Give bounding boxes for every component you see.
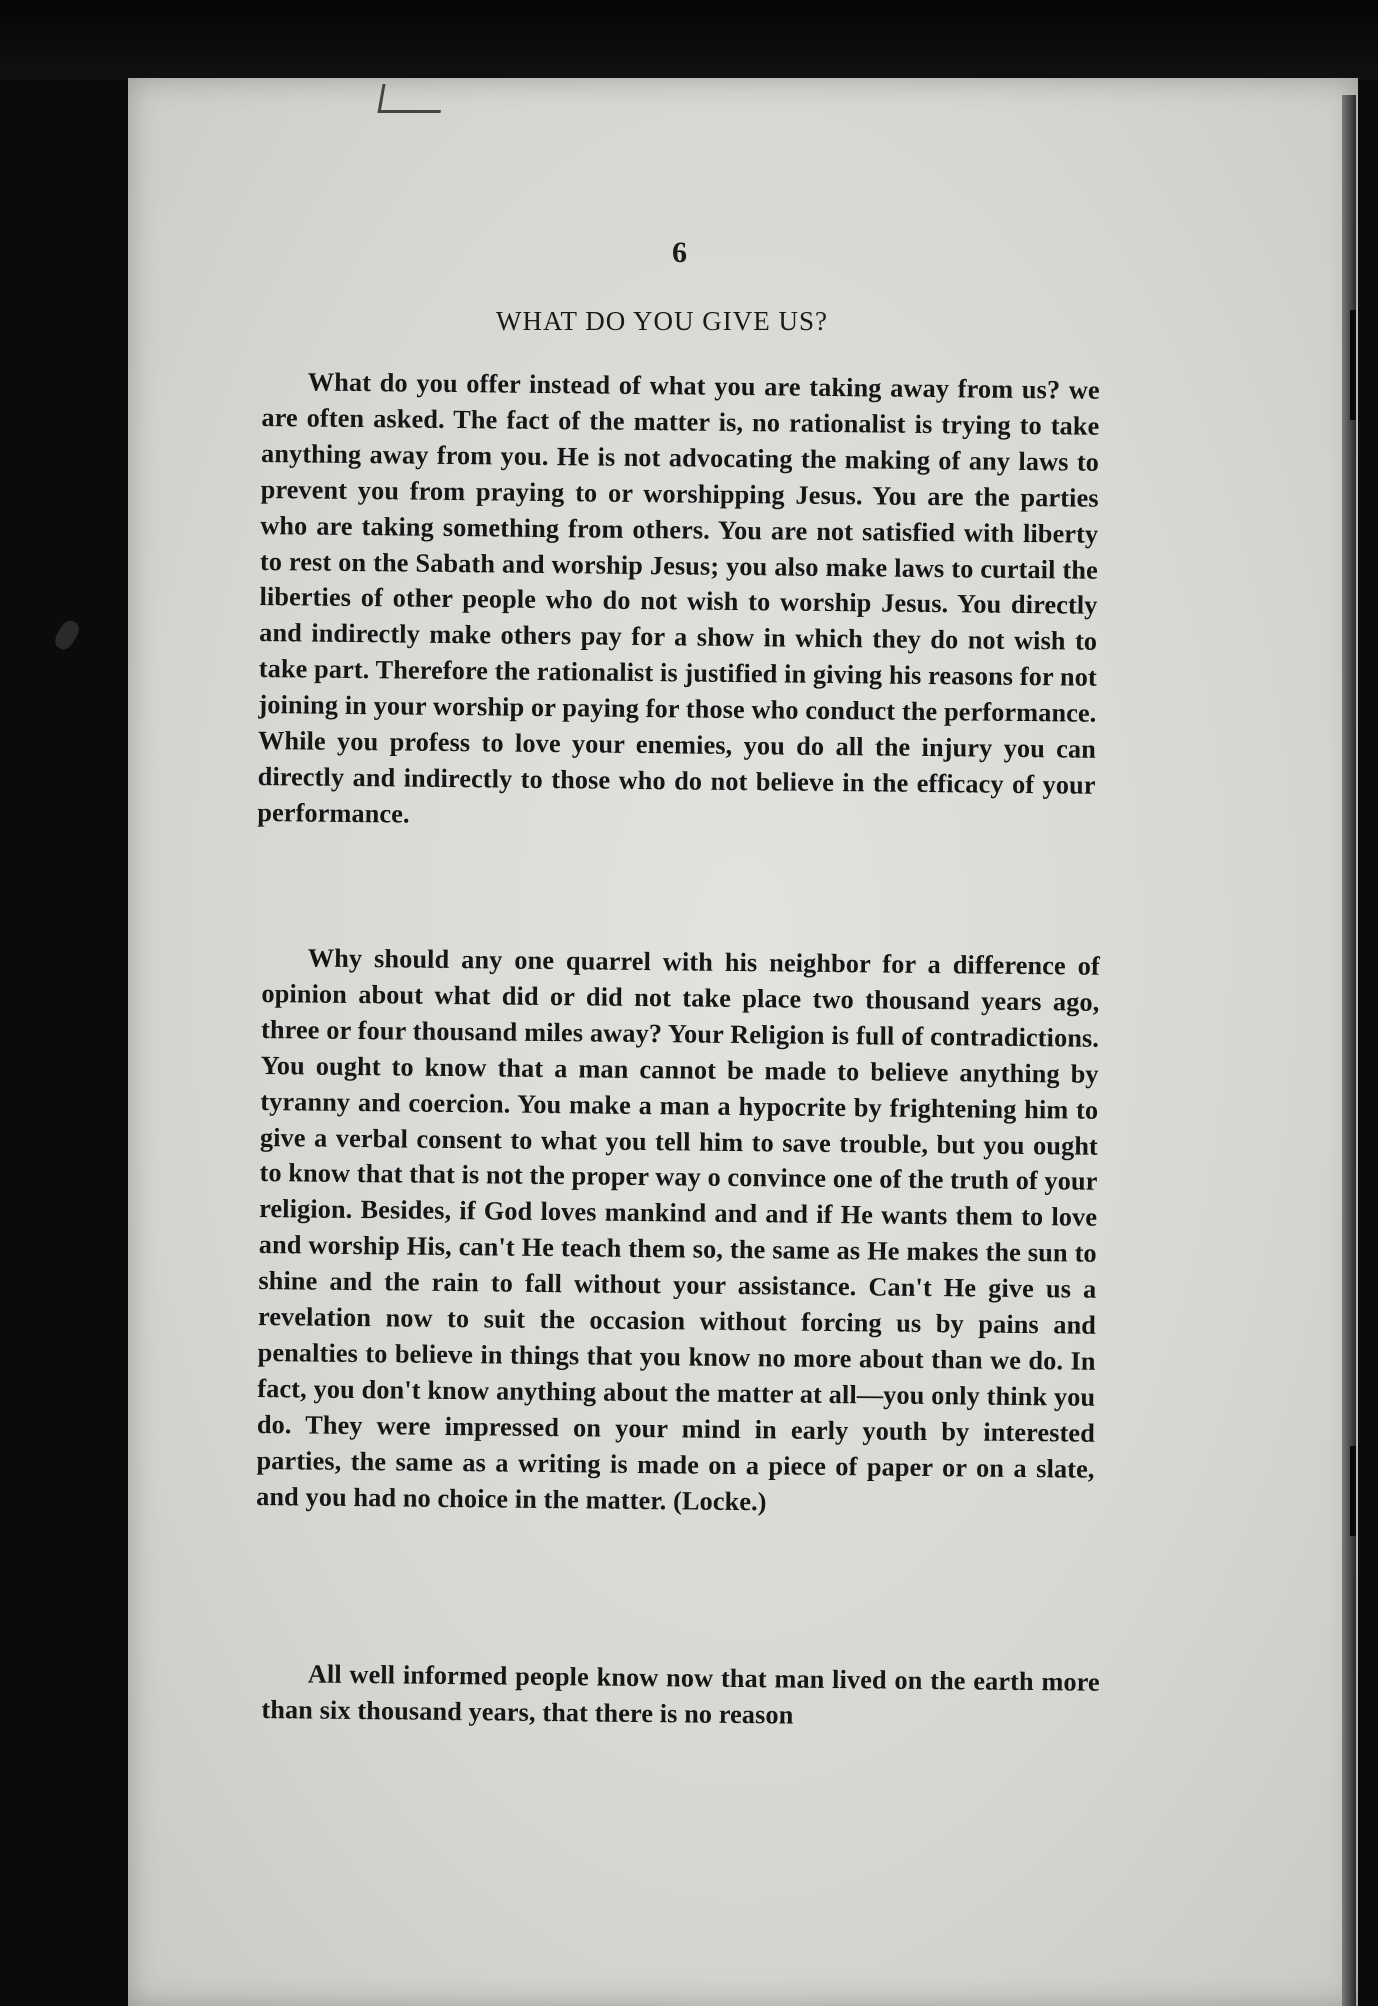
body-paragraph: Why should any one quarrel with his neighbor for a difference of opinion about what did or did not take place two thousand years ago, three or four thousand miles away? Your Religion is full of contradictions. You ought to know that a man cannot be made to believe anything by tyranny and coercion. You make a man a hypocrite by frightening him to give a verbal consent to what you tell him to save trouble, but you ought to know that that is not the proper way o convince one of the truth of your religion. Besides, if God loves mankind and and if He wants them to love and worship His, can't He teach them so, the same as He makes the sun to shine and the rain to fall without your assistance. Can't He give us a revelation now to suit the occasion without forcing us by pains and penalties to believe in things that you know no more about than we do. In fact, you don't know anything about the matter at all—you only think you do. They were impressed on your mind in early youth by interested parties, the same as a writing is made on a piece of paper or on a slate, and you had no choice in the matter. (Locke.) [256,943,1100,1516]
scan-artifact [1350,310,1356,420]
section-title: WHAT DO YOU GIVE US? [496,306,828,336]
page-number: 6 [672,236,687,269]
scan-border [0,0,1378,80]
pencil-mark [377,84,445,113]
scan-artifact [1350,1446,1356,1536]
scan-artifact [52,618,83,653]
body-paragraph: What do you offer instead of what you are taking away from us? we are often asked. The fact of the matter is, no rationalist is trying to take anything away from you. He is not advocating the making of any laws to prevent you from praying to or worshipping Jesus. You are the parties who are taking something from others. You are not satisfied with liberty to rest on the Sabath and worship Jesus; you also make laws to curtail the liberties of other people who do not wish to worship Jesus. You directly and indirectly make others pay for a show in which they do not wish to take part. Therefore the rationalist is justified in giving his reasons for not joining in your worship or paying for those who conduct the performance. While you profess to love your enemies, you do all the injury you can directly and indirectly to those who do not believe in the efficacy of your performance. [257,367,1100,829]
body-paragraph: All well informed people know now that man lived on the earth more than six thousand years, that there is no reason [261,1659,1100,1730]
